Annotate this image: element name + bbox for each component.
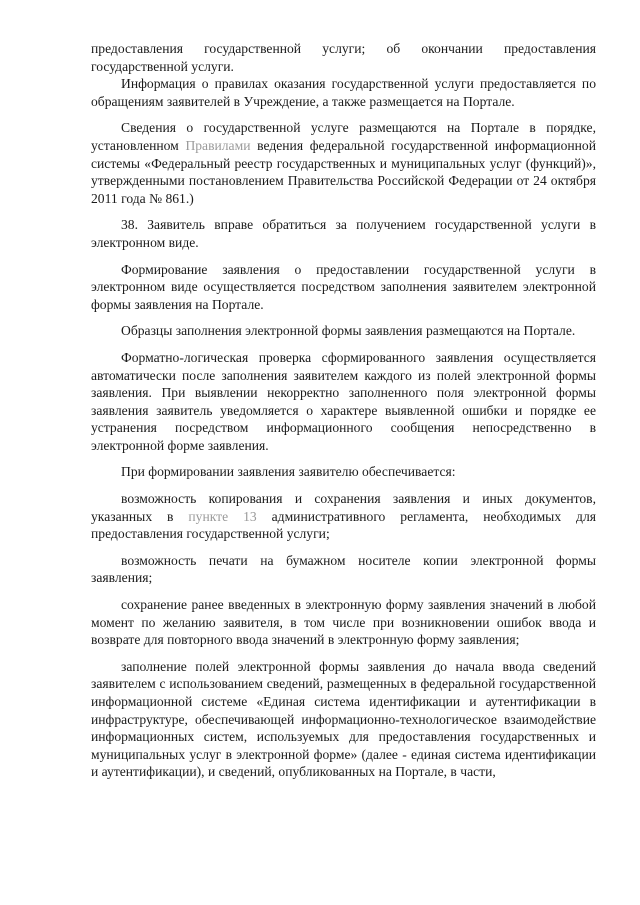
list-item-save-values: сохранение ранее введенных в электронную форму заявления значений в любой момент по желанию заявителя, в том числе при возникновении ошибок ввода и возврате для повторного ввода значений в электронную форму заявления; xyxy=(91,597,596,648)
paragraph-text: Сведения о государственной услуге размещаются на Портале в порядке, установленном xyxy=(91,120,596,153)
paragraph-provision-intro: При формировании заявления заявителю обеспечивается: xyxy=(121,464,456,480)
item-13-link[interactable]: пункте 13 xyxy=(188,508,257,524)
list-item-print: возможность печати на бумажном носителе копии электронной формы заявления; xyxy=(91,552,596,586)
document-body xyxy=(91,40,596,781)
paragraph-format-check: Форматно-логическая проверка сформированного заявления осуществляется автоматически после заполнения заявителем каждого из полей электронной формы заявления. При выявлении некорректно заполненного поля электронной формы заявления заявитель уведомляется о характере выявленной ошибки и порядке ее устранения посредством информационного сообщения непосредственно в электронной форме заявления. xyxy=(91,349,596,453)
paragraph-form-samples: Образцы заполнения электронной формы заявления размещаются на Портале. xyxy=(121,323,576,339)
list-item-copy-save xyxy=(91,490,596,543)
paragraph-text: возможность копирования и сохранения заявления и иных документов, указанных в xyxy=(91,491,596,524)
paragraph-text: ведения федеральной государственной информационной системы «Федеральный реестр государственных и муниципальных услуг (функций)», утвержденными постановлением Правительства Российской Федерации от 24 октября 2011 года № 861.) xyxy=(91,137,597,206)
paragraph-service-info xyxy=(91,119,596,207)
paragraph-info-rules: Информация о правилах оказания государственной услуги предоставляется по обращениям заявителей в Учреждение, а также размещается на Портале. xyxy=(91,76,596,109)
list-item-prefill: заполнение полей электронной формы заявления до начала ввода сведений заявителем с использованием сведений, размещенных в федеральной государственной информационной системе «Единая система идентификации и аутентификации в инфраструктуре, обеспечивающей информационно-технологическое взаимодействие информационных систем, используемых для предоставления государственных и муниципальных услуг в электронной форме» (далее - единая система идентификации и аутентификации), и сведений, опубликованных на Портале, в части, xyxy=(91,658,596,780)
paragraph-text: административного регламента, необходимых для предоставления государственной услуги; xyxy=(91,508,596,542)
paragraph-continuation: предоставления государственной услуги; об окончании предоставления государственной услуги. xyxy=(91,41,596,74)
rules-link[interactable]: Правилами xyxy=(185,137,251,153)
paragraph-form-filling: Формирование заявления о предоставлении государственной услуги в электронном виде осуществляется посредством заполнения заявителем электронной формы заявления на Портале. xyxy=(91,261,596,312)
paragraph-item-38: 38. Заявитель вправе обратиться за получением государственной услуги в электронном виде. xyxy=(91,217,596,250)
